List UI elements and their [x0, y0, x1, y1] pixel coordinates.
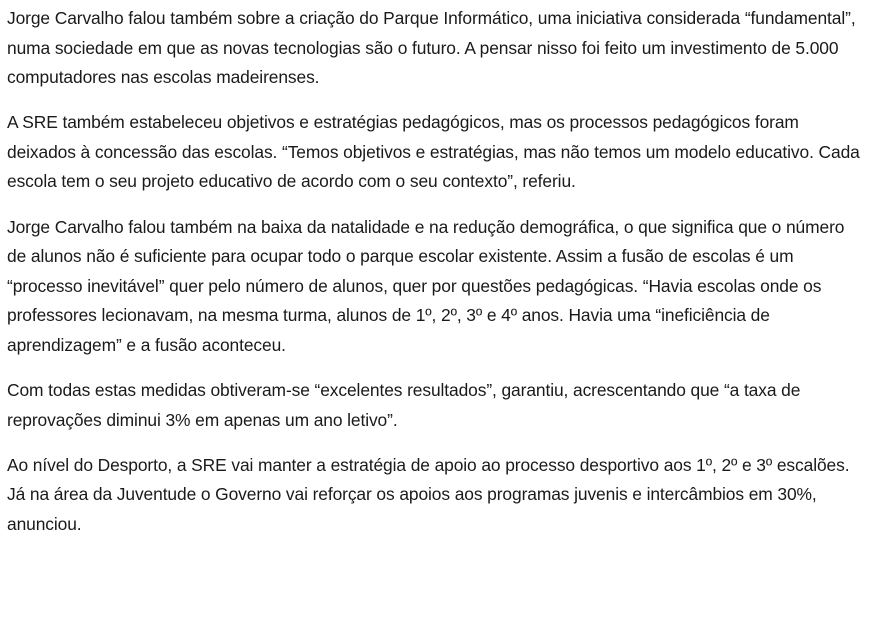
paragraph-desporto-juventude: Ao nível do Desporto, a SRE vai manter a estratégia de apoio ao processo desportivo aos 1º, 2º e 3º escalões. Já na área da Juventude o Governo vai reforçar os apoios aos programas juvenis e intercâmbios em 30%, anunciou. [7, 454, 850, 534]
paragraph-parque-informatico: Jorge Carvalho falou também sobre a criação do Parque Informático, uma iniciativa considerada “fundamental”, numa sociedade em que as novas tecnologias são o futuro. A pensar nisso foi feito um investimento de 5.000 computadores nas escolas madeirenses. [7, 8, 856, 88]
paragraph-objetivos-pedagogicos: A SRE também estabeleceu objetivos e estratégias pedagógicos, mas os processos pedagógicos foram deixados à concessão das escolas. “Temos objetivos e estratégias, mas não temos um modelo educativo. Cada escola tem o seu projeto educativo de acordo com o seu contexto”, referiu. [7, 112, 860, 192]
paragraph-resultados: Com todas estas medidas obtiveram-se “excelentes resultados”, garantiu, acrescentando que “a taxa de reprovações diminui 3% em apenas um ano letivo”. [7, 380, 801, 430]
paragraph-fusao-escolas: Jorge Carvalho falou também na baixa da natalidade e na redução demográfica, o que significa que o número de alunos não é suficiente para ocupar todo o parque escolar existente. Assim a fusão de escolas é um “processo inevitável” quer pelo número de alunos, quer por questões pedagógicas. “Havia escolas onde os professores lecionavam, na mesma turma, alunos de 1º, 2º, 3º e 4º anos. Havia uma “ineficiência de aprendizagem” e a fusão aconteceu. [7, 216, 845, 355]
